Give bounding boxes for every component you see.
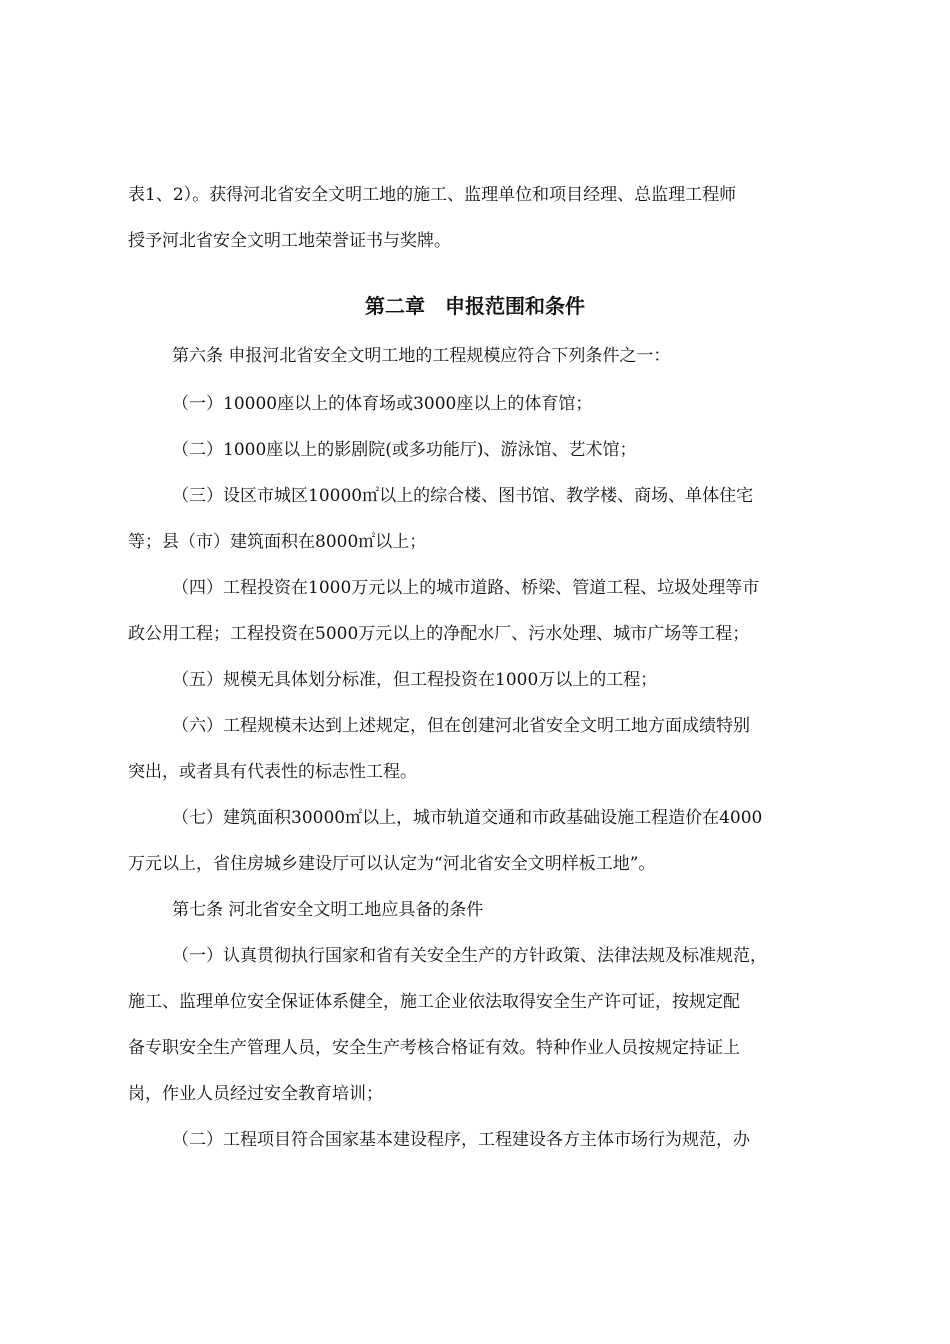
paragraph-line: 突出，或者具有代表性的标志性工程。 — [128, 762, 417, 782]
condition-item: （一）认真贯彻执行国家和省有关安全生产的方针政策、法律法规及标准规范， — [172, 946, 767, 966]
article-7-heading: 第七条 河北省安全文明工地应具备的条件 — [172, 900, 484, 920]
condition-item: （一）10000座以上的体育场或3000座以上的体育馆； — [172, 394, 593, 414]
paragraph-line: 表1、2）。获得河北省安全文明工地的施工、监理单位和项目经理、总监理工程师 — [128, 185, 737, 205]
article-6-heading: 第六条 申报河北省安全文明工地的工程规模应符合下列条件之一： — [172, 346, 671, 366]
condition-item: （六）工程规模未达到上述规定，但在创建河北省安全文明工地方面成绩特别 — [172, 716, 750, 736]
paragraph-line: 施工、监理单位安全保证体系健全，施工企业依法取得安全生产许可证，按规定配 — [128, 992, 740, 1012]
condition-item: （三）设区市城区10000㎡以上的综合楼、图书馆、教学楼、商场、单体住宅 — [172, 486, 754, 506]
paragraph-line: 岗，作业人员经过安全教育培训； — [128, 1084, 383, 1104]
condition-item: （二）工程项目符合国家基本建设程序，工程建设各方主体市场行为规范，办 — [172, 1130, 750, 1150]
paragraph-line: 等；县（市）建筑面积在8000㎡以上； — [128, 532, 427, 552]
condition-item: （五）规模无具体划分标准，但工程投资在1000万以上的工程； — [172, 670, 658, 690]
paragraph-line: 授予河北省安全文明工地荣誉证书与奖牌。 — [128, 231, 451, 251]
condition-item: （二）1000座以上的影剧院(或多功能厅)、游泳馆、艺术馆； — [172, 440, 637, 460]
paragraph-line: 万元以上，省住房城乡建设厅可以认定为“河北省安全文明样板工地”。 — [128, 854, 656, 874]
condition-item: （四）工程投资在1000万元以上的城市道路、桥梁、管道工程、垃圾处理等市 — [172, 578, 760, 598]
condition-item: （七）建筑面积30000㎡以上，城市轨道交通和市政基础设施工程造价在4000 — [172, 808, 763, 828]
chapter-heading: 第二章 申报范围和条件 — [365, 294, 585, 318]
paragraph-line: 备专职安全生产管理人员，安全生产考核合格证有效。特种作业人员按规定持证上 — [128, 1038, 740, 1058]
paragraph-line: 政公用工程；工程投资在5000万元以上的净配水厂、污水处理、城市广场等工程； — [128, 624, 750, 644]
